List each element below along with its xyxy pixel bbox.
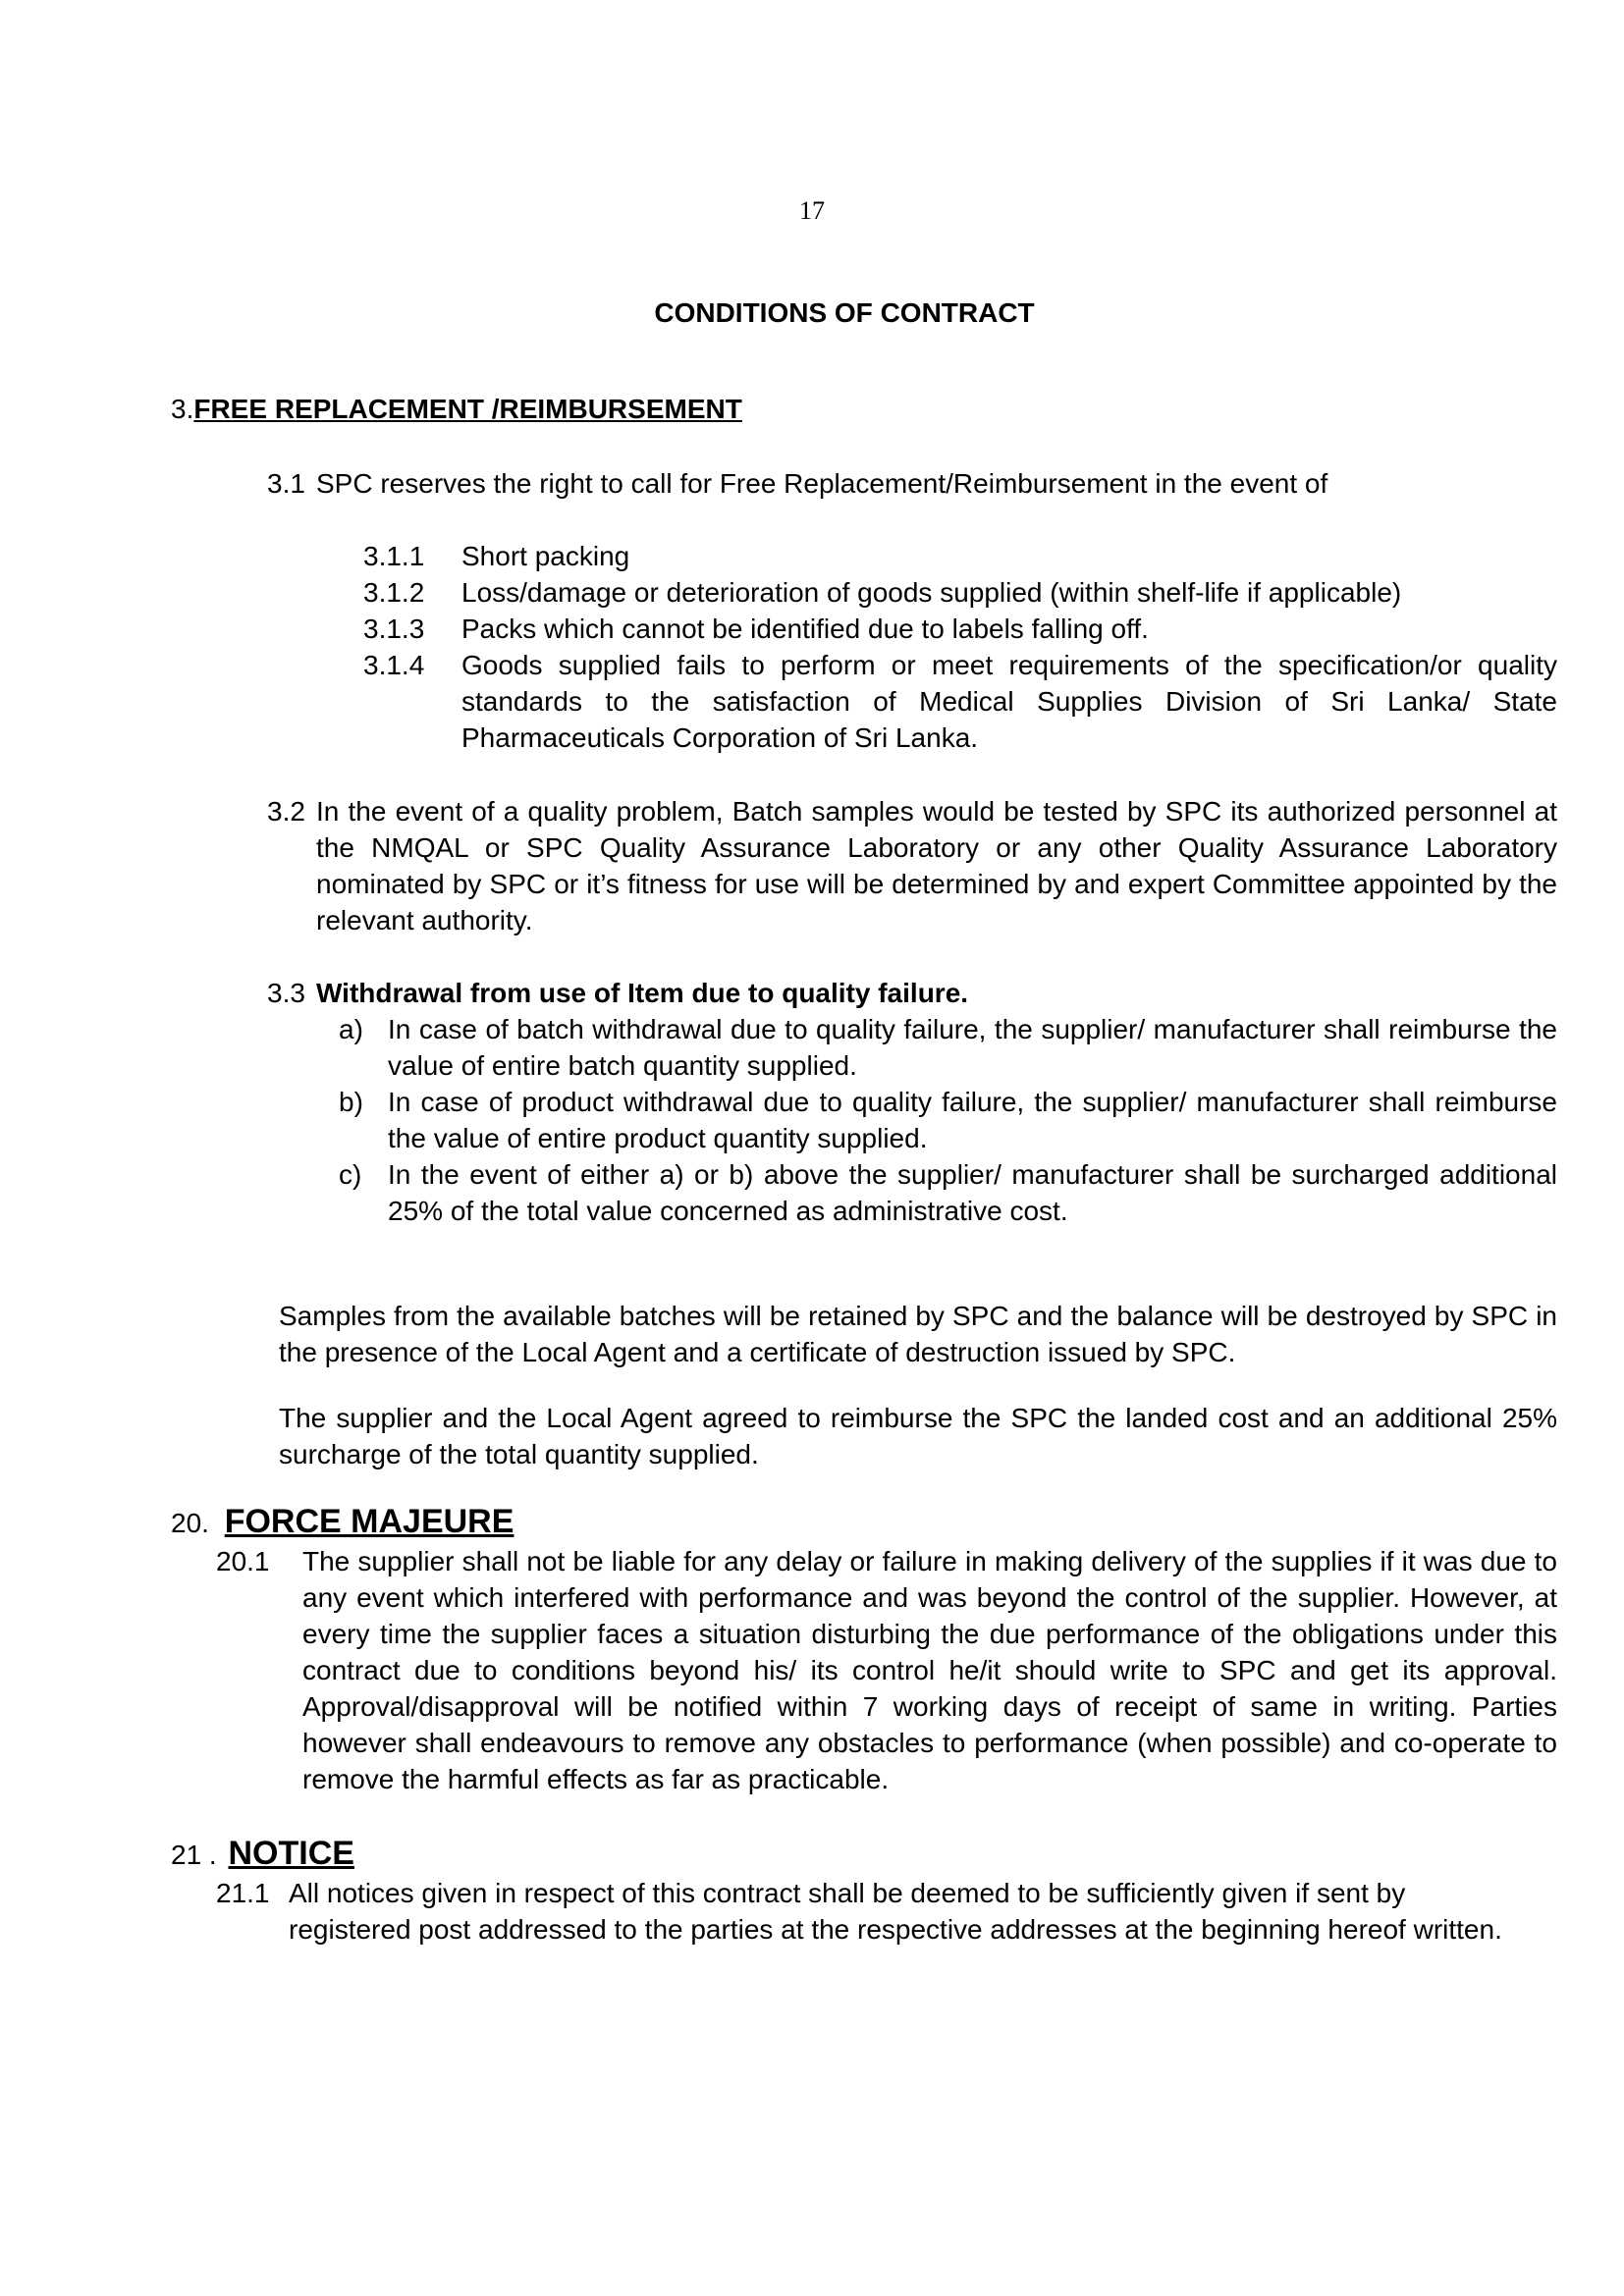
clause-number: 3.3 [267, 978, 305, 1008]
clause-text: All notices given in respect of this contract shall be deemed to be sufficiently given if sent by registered post addressed to the parties at the respective addresses at the beginning hereof written. [289, 1878, 1502, 1945]
list-item [339, 1084, 1557, 1156]
clause-number: 3.2 [267, 796, 305, 827]
list-item [363, 538, 1557, 574]
clause-number: 20.1 [216, 1546, 270, 1576]
section-3-title: FREE REPLACEMENT /REIMBURSEMENT [193, 394, 742, 424]
clause-heading: Withdrawal from use of Item due to quality failure. [316, 978, 969, 1008]
item-text: In case of product withdrawal due to quality failure, the supplier/ manufacturer shall reimburse the value of entire product quantity supplied. [388, 1087, 1557, 1153]
item-text: In the event of either a) or b) above the supplier/ manufacturer shall be surcharged additional 25% of the total value concerned as administrative cost. [388, 1159, 1557, 1226]
list-item [363, 647, 1557, 756]
section-3-number: 3. [171, 394, 194, 424]
item-number: 3.1.4 [363, 650, 425, 680]
list-item [363, 574, 1557, 611]
paragraph-samples: Samples from the available batches will be retained by SPC and the balance will be destroyed by SPC in the presence of the Local Agent and a certificate of destruction issued by SPC. [279, 1301, 1557, 1367]
clause-21-1 [216, 1875, 1532, 1948]
list-item [363, 611, 1557, 647]
item-text: Loss/damage or deterioration of goods supplied (within shelf-life if applicable) [461, 577, 1402, 608]
list-item [339, 1011, 1557, 1084]
clause-number: 21.1 [216, 1878, 270, 1908]
item-label: b) [339, 1087, 363, 1117]
document-title: CONDITIONS OF CONTRACT [654, 297, 1035, 328]
section-20-number: 20. [171, 1508, 209, 1538]
page-number: 17 [799, 196, 825, 225]
clause-20-1 [216, 1543, 1557, 1797]
section-20-title: FORCE MAJEURE [224, 1503, 514, 1540]
clause-3-1 [267, 465, 1406, 502]
section-21-number: 21 . [171, 1840, 217, 1870]
item-number: 3.1.3 [363, 614, 425, 644]
item-text: Short packing [461, 541, 630, 571]
clause-text: The supplier shall not be liable for any delay or failure in making delivery of the supplies if it was due to any event which interfered with performance and was beyond the control of the supplier. However, at every time the supplier faces a situation disturbing the due performance of the obligations under this contract due to conditions beyond his/ its control he/it should write to SPC and get its approval. Approval/disapproval will be notified within 7 working days of receipt of same in writing. Parties however shall endeavours to remove any obstacles to performance (when possible) and co-operate to remove the harmful effects as far as practicable. [302, 1546, 1557, 1794]
section-20-heading [171, 1504, 514, 1541]
item-text: Goods supplied fails to perform or meet requirements of the specification/or quality standards to the satisfaction of Medical Supplies Division of Sri Lanka/ State Pharmaceuticals Corporation of Sri Lanka. [461, 650, 1557, 753]
paragraph-reimburse: The supplier and the Local Agent agreed to reimburse the SPC the landed cost and an additional 25% surcharge of the total quantity supplied. [279, 1403, 1557, 1469]
section-21-title: NOTICE [228, 1835, 354, 1872]
section-3-heading [171, 391, 742, 427]
section-21-heading [171, 1836, 354, 1873]
list-item [339, 1156, 1557, 1229]
clause-3-3 [267, 975, 1557, 1011]
clause-number: 3.1 [267, 468, 305, 499]
item-number: 3.1.1 [363, 541, 425, 571]
item-text: In case of batch withdrawal due to quality failure, the supplier/ manufacturer shall reimburse the value of entire batch quantity supplied. [388, 1014, 1557, 1081]
clause-text: SPC reserves the right to call for Free Replacement/Reimbursement in the event of [316, 468, 1328, 499]
item-text: Packs which cannot be identified due to labels falling off. [461, 614, 1149, 644]
clause-text: In the event of a quality problem, Batch samples would be tested by SPC its authorized personnel at the NMQAL or SPC Quality Assurance Laboratory or any other Quality Assurance Laboratory nominated by SPC or it’s fitness for use will be determined by and expert Committee appointed by the relevant authority. [316, 796, 1557, 935]
item-label: a) [339, 1014, 363, 1044]
item-number: 3.1.2 [363, 577, 425, 608]
item-label: c) [339, 1159, 362, 1190]
clause-3-2 [267, 793, 1557, 938]
